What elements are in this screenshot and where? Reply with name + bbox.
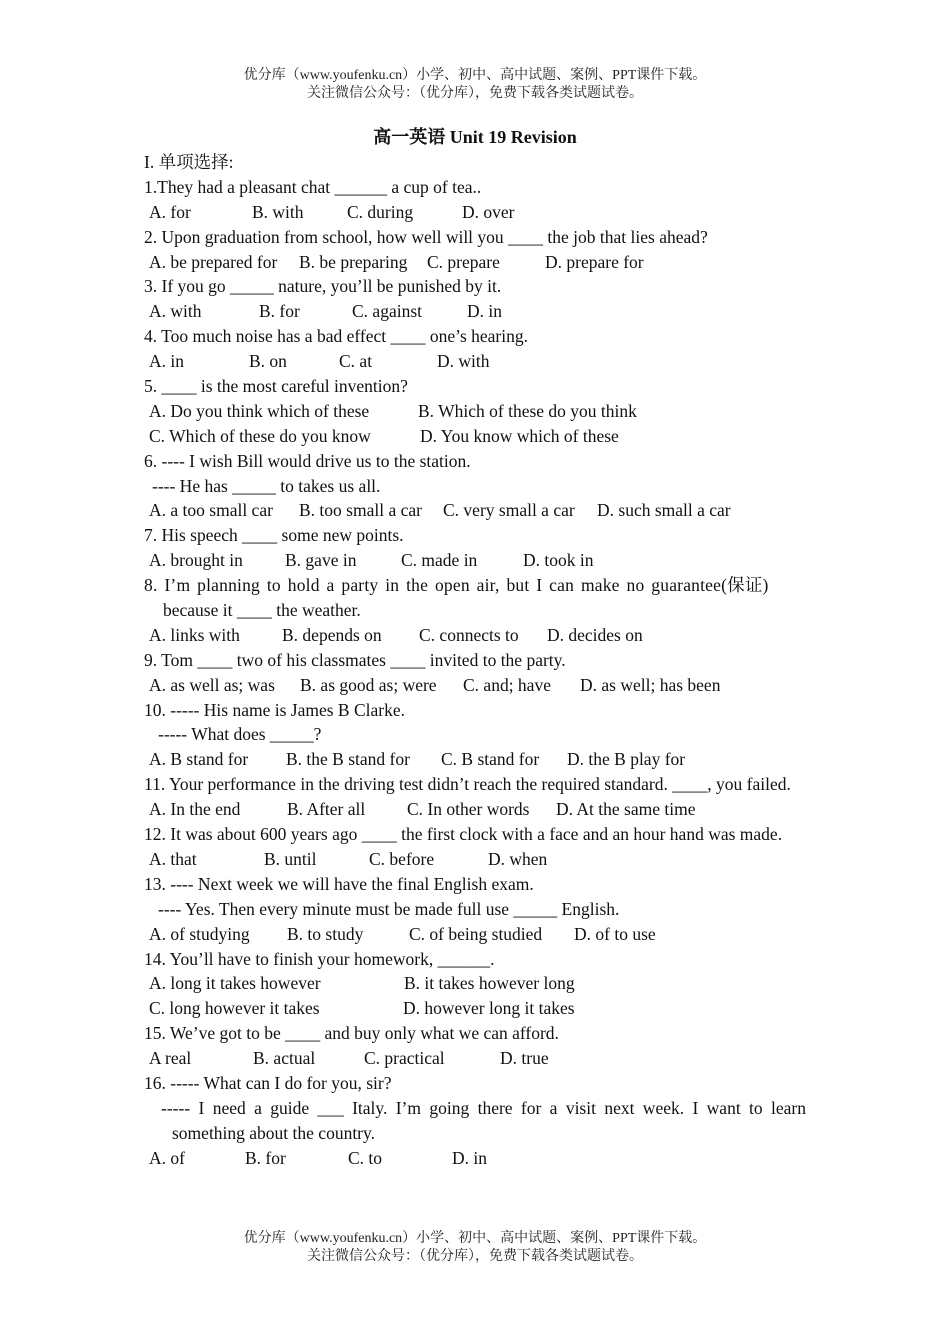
option-b: B. After all [287,799,366,820]
question-12: 12. It was about 600 years ago ____ the first clock with a face and an hour hand was made. [144,824,783,845]
option-c: C. before [369,848,435,869]
question-3: 3. If you go _____ nature, you’ll be punished by it. [144,276,502,297]
option-d: D. over [462,201,515,222]
option-c: C. Which of these do you know [149,425,371,446]
option-d: D. in [452,1147,487,1168]
question-16: 16. ----- What can I do for you, sir? [144,1072,392,1093]
options-13 [144,922,806,947]
option-d: D. when [488,848,548,869]
option-b: B. gave in [285,550,357,571]
question-6: 6. ---- I wish Bill would drive us to the station. [144,450,471,471]
option-d: D. such small a car [597,500,731,521]
options-3 [144,299,806,324]
option-c: C. during [347,201,414,222]
option-c: C. connects to [419,624,519,645]
page-header [0,67,950,103]
option-b: B. be preparing [299,251,408,272]
question-10-reply: ----- What does _____? [158,724,322,745]
options-5-row-2 [144,424,806,449]
option-c: C. In other words [407,799,530,820]
option-a: A. as well as; was [149,674,275,695]
document-title: 高一英语 Unit 19 Revision [373,127,577,147]
option-c: C. to [348,1147,383,1168]
question-1: 1.They had a pleasant chat ______ a cup of tea.. [144,176,482,197]
option-b: B. until [264,848,317,869]
question-9: 9. Tom ____ two of his classmates ____ invited to the party. [144,649,566,670]
header-line-1: 优分库（www.youfenku.cn）小学、初中、高中试题、案例、PPT课件下载。 [243,68,707,83]
option-c: C. against [352,301,422,322]
option-d: D. of to use [574,923,656,944]
section-heading: I. 单项选择: [144,152,234,172]
question-14: 14. You’ll have to finish your homework, ______. [144,948,495,969]
option-a: A. B stand for [149,749,249,770]
option-b: B. for [245,1147,286,1168]
options-1 [144,200,806,225]
question-6-reply: ---- He has _____ to takes us all. [152,475,381,496]
option-d: D. as well; has been [580,674,721,695]
question-13: 13. ---- Next week we will have the final English exam. [144,873,534,894]
question-10: 10. ----- His name is James B Clarke. [144,699,405,720]
options-4 [144,349,806,374]
footer-line-1: 优分库（www.youfenku.cn）小学、初中、高中试题、案例、PPT课件下载。 [243,1231,707,1246]
option-a: A. of [149,1147,185,1168]
option-a: A. in [149,351,184,372]
options-15 [144,1046,806,1071]
option-a: A. a too small car [149,500,273,521]
option-a: A. that [149,848,197,869]
question-11: 11. Your performance in the driving test didn’t reach the required standard. ____, you failed. [144,774,791,795]
option-b: B. Which of these do you think [418,400,637,421]
option-b: B. with [252,201,304,222]
option-a: A. In the end [149,799,241,820]
option-b: B. the B stand for [286,749,410,770]
options-14-row-1 [144,971,806,996]
page-footer [0,1230,950,1266]
option-b: B. it takes however long [404,973,575,994]
option-a: A. of studying [149,923,250,944]
options-10 [144,747,806,772]
options-12 [144,847,806,872]
option-d: D. You know which of these [420,425,619,446]
option-c: C. practical [364,1048,445,1069]
option-c: C. made in [401,550,478,571]
question-8: 8. I’m planning to hold a party in the open air, but I can make no guarantee(保证) [144,575,769,596]
option-a: A. with [149,301,202,322]
options-9 [144,673,806,698]
option-a: A. brought in [149,550,243,571]
option-b: B. on [249,351,287,372]
option-c: C. B stand for [441,749,540,770]
option-c: C. very small a car [443,500,575,521]
option-a: A real [149,1048,192,1069]
option-b: B. depends on [282,624,382,645]
question-2: 2. Upon graduation from school, how well will you ____ the job that lies ahead? [144,226,708,247]
question-list [144,150,806,1171]
option-c: C. prepare [427,251,500,272]
question-8-cont: because it ____ the weather. [163,600,361,621]
option-d: D. however long it takes [403,998,575,1019]
option-b: B. to study [287,923,364,944]
option-d: D. in [467,301,502,322]
option-c: C. and; have [463,674,551,695]
option-b: B. as good as; were [300,674,437,695]
question-13-reply: ---- Yes. Then every minute must be made full use _____ English. [158,898,620,919]
option-d: D. took in [523,550,594,571]
question-5: 5. ____ is the most careful invention? [144,376,408,397]
option-c: C. of being studied [409,923,543,944]
option-a: A. long it takes however [149,973,321,994]
option-b: B. too small a car [299,500,422,521]
options-16 [144,1146,806,1171]
options-5-row-1 [144,399,806,424]
option-a: A. Do you think which of these [149,400,370,421]
option-b: B. for [259,301,300,322]
options-6 [144,498,806,523]
option-b: B. actual [253,1048,316,1069]
option-c: C. long however it takes [149,998,320,1019]
question-15: 15. We’ve got to be ____ and buy only what we can afford. [144,1023,559,1044]
options-2 [144,250,806,275]
option-d: D. true [500,1048,549,1069]
option-d: D. prepare for [545,251,644,272]
option-a: A. links with [149,624,240,645]
option-a: A. be prepared for [149,251,278,272]
option-c: C. at [339,351,373,372]
question-16-reply: ----- I need a guide ___ Italy. I’m going there for a visit next week. I want to learn something about the country. [161,1097,806,1143]
option-d: D. At the same time [556,799,696,820]
option-a: A. for [149,201,191,222]
option-d: D. decides on [547,624,643,645]
option-d: D. with [437,351,490,372]
options-7 [144,548,806,573]
options-14-row-2 [144,996,806,1021]
options-11 [144,797,806,822]
question-7: 7. His speech ____ some new points. [144,525,404,546]
header-line-2: 关注微信公众号：（优分库），免费下载各类试题试卷。 [307,86,643,101]
options-8 [144,623,806,648]
footer-line-2: 关注微信公众号：（优分库），免费下载各类试题试卷。 [307,1249,643,1264]
question-4: 4. Too much noise has a bad effect ____ one’s hearing. [144,326,529,347]
option-d: D. the B play for [567,749,686,770]
